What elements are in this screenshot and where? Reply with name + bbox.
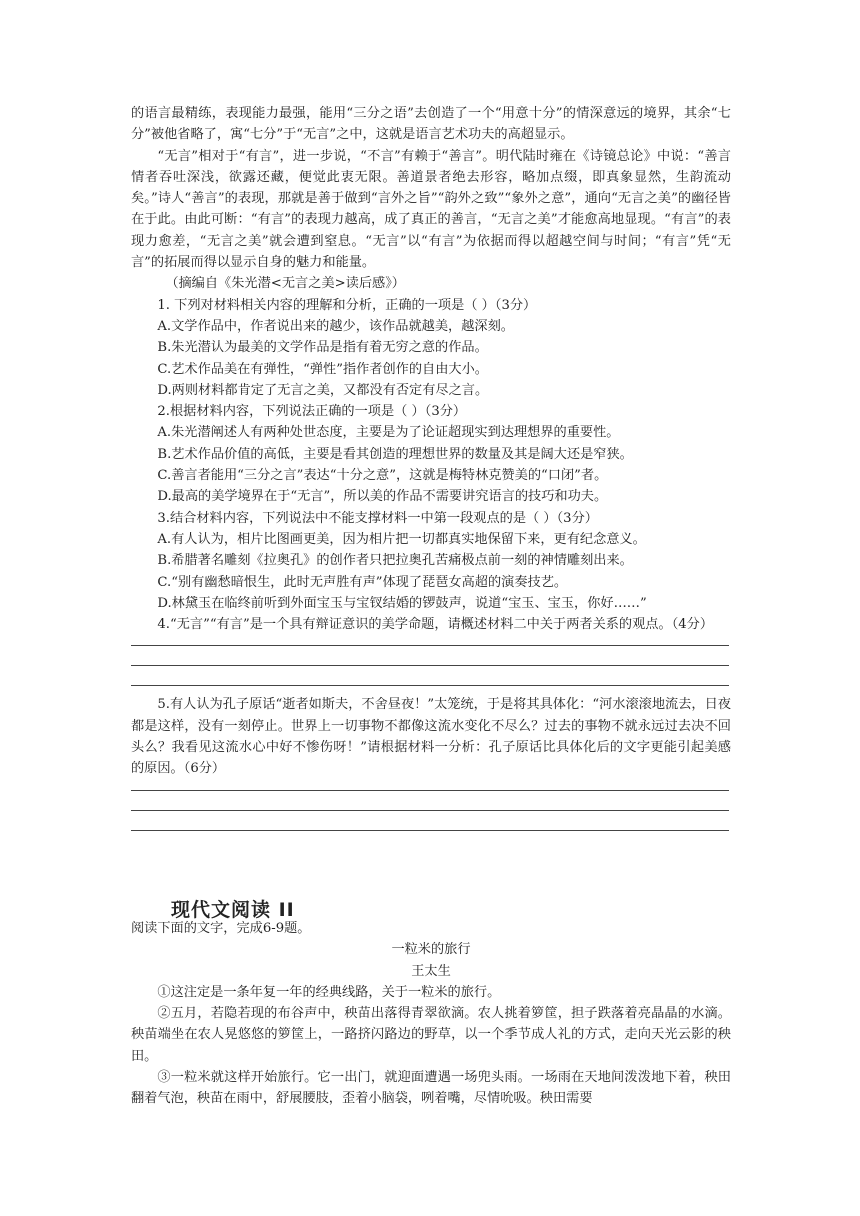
q4-stem: 4.“无言”“有言”是一个具有辩证意识的美学命题，请概述材料二中关于两者关系的观点。（4分） <box>157 617 714 633</box>
q3-option-b: B.希腊著名雕刻《拉奥孔》的创作者只把拉奥孔苦痛极点前一刻的神情雕刻出来。 <box>157 553 633 569</box>
q5-stem: 5.有人认为孔子原话“逝者如斯夫，不舍昼夜！”太笼统，于是将其具体化：“河水滚滚地流去，日夜都是这样，没有一刻停止。世界上一切事物不都像这流水变化不尽么？过去的事物不就永远过去决不回头么？我看见这流水心中好不惨伤呀！”请根据材料一分析：孔子原话比具体化后的文字更能引起美感的原因。（6分） <box>131 697 731 777</box>
q1-option-c: C.艺术作品美在有弹性，“弹性”指作者创作的自由大小。 <box>157 361 488 377</box>
paragraph-continued: 的语言最精练，表现能力最强，能用“三分之语”去创造了一个“用意十分”的情深意远的境界，其余“七分”被他省略了，寓“七分”于“无言”之中，这就是语言艺术功夫的高超显示。 <box>131 106 731 143</box>
article-title: 一粒米的旅行 <box>391 942 471 958</box>
q2-stem: 2.根据材料内容，下列说法正确的一项是（ ）（3分） <box>157 404 467 420</box>
article-paragraph-3: ③一粒米就这样开始旅行。它一出门，就迎面遭遇一场兜头雨。一场雨在天地间泼泼地下着，秧田翻着气泡，秧苗在雨中，舒展腰肢，歪着小脑袋，咧着嘴，尽情吮吸。秧田需要 <box>131 1070 731 1107</box>
answer-line[interactable] <box>131 830 729 831</box>
q2-option-a: A.朱光潜阐述人有两种处世态度，主要是为了论证超现实到达理想界的重要性。 <box>157 425 620 441</box>
q2-option-c: C.善言者能用“三分之言”表达“十分之意”，这就是梅特林克赞美的“口闭”者。 <box>157 468 608 484</box>
q2-option-d: D.最高的美学境界在于“无言”，所以美的作品不需要讲究语言的技巧和功夫。 <box>157 489 608 505</box>
article-paragraph-2: ②五月，若隐若现的布谷声中，秧苗出落得青翠欲滴。农人挑着箩筐，担子跌落着亮晶晶的水滴。秧苗端坐在农人晃悠悠的箩筐上，一路挤闪路边的野草，以一个季节成人礼的方式，走向天光云影的秧田。 <box>131 1006 731 1064</box>
q3-option-d: D.林黛玉在临终前听到外面宝玉与宝钗结婚的锣鼓声，说道“宝玉、宝玉，你好……” <box>157 595 647 611</box>
q1-stem: 1. 下列对材料相关内容的理解和分析，正确的一项是（ ）（3分） <box>157 297 537 313</box>
q1-option-d: D.两则材料都肯定了无言之美，又都没有否定有尽之言。 <box>157 382 489 398</box>
article-author: 王太生 <box>411 963 451 979</box>
passage-upper <box>131 103 731 831</box>
q1-option-a: A.文学作品中，作者说出来的越少，该作品就越美，越深刻。 <box>157 318 514 334</box>
q3-option-a: A.有人认为，相片比图画更美，因为相片把一切都真实地保留下来，更有纪念意义。 <box>157 531 646 547</box>
source-note: （摘编自《朱光潜<无言之美>读后感》） <box>165 276 405 292</box>
article-paragraph-1: ①这注定是一条年复一年的经典线路，关于一粒米的旅行。 <box>157 984 501 1000</box>
q2-option-b: B.艺术作品价值的高低，主要是看其创造的理想世界的数量及其是阔大还是窄狭。 <box>157 446 633 462</box>
instruction: 阅读下面的文字，完成6-9题。 <box>131 921 311 936</box>
paragraph-wuyan: “无言”相对于“有言”，进一步说，“不言”有赖于“善言”。明代陆时雍在《诗镜总论》中说：“善言情者吞吐深浅，欲露还藏，便觉此衷无限。善道景者绝去形容，略加点缀，即真象显然，生韵流动矣。”诗人“善言”的表现，那就是善于做到“言外之旨”“韵外之致”“象外之意”，通向“无言之美”的幽径皆在于此。由此可断：“有言”的表现力越高，成了真正的善言，“无言之美”才能愈高地显现。“有言”的表现力愈差，“无言之美”就会遭到窒息。“无言”以“有言”为依据而得以超越空间与时间；“有言”凭“无言”的拓展而得以显示自身的魅力和能量。 <box>131 148 731 271</box>
passage-lower <box>131 918 731 1110</box>
q3-option-c: C.“别有幽愁暗恨生，此时无声胜有声”体现了琵琶女高超的演奏技艺。 <box>157 574 568 590</box>
section-title: 现代文阅读 II <box>171 899 295 921</box>
q1-option-b: B.朱光潜认为最美的文学作品是指有着无穷之意的作品。 <box>157 340 488 356</box>
q3-stem: 3.结合材料内容，下列说法中不能支撑材料一中第一段观点的是（ ）（3分） <box>157 510 598 526</box>
